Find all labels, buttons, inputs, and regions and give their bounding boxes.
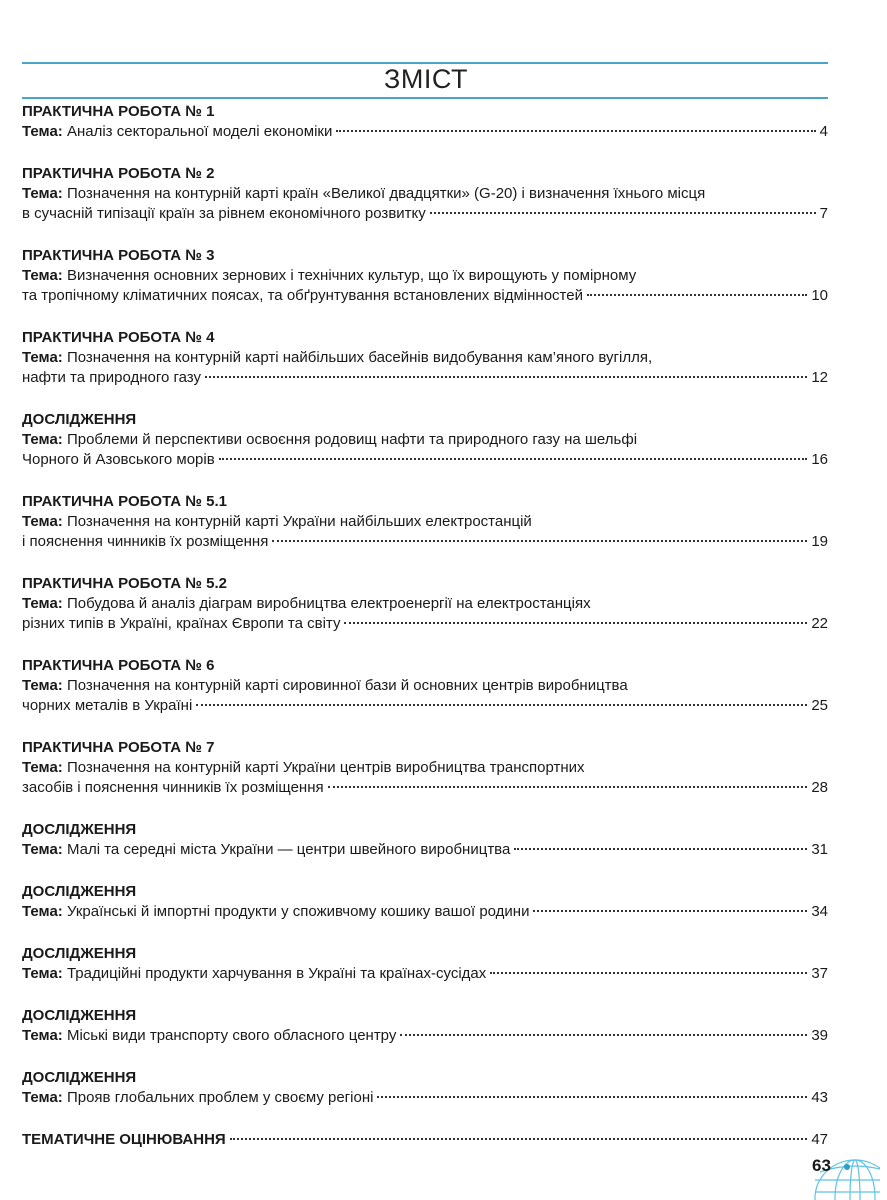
dot-leader <box>377 1096 807 1098</box>
toc-entry-topic-line <box>22 184 828 204</box>
toc-entry-heading: ПРАКТИЧНА РОБОТА № 7 <box>22 739 215 756</box>
toc-entry <box>22 1006 828 1046</box>
toc-entry-topic-text: чорних металів в Україні <box>22 697 193 714</box>
dot-leader <box>514 848 807 850</box>
toc-entry-topic-text: і пояснення чинників їх розміщення <box>22 533 269 550</box>
toc-entry-page-number: 39 <box>811 1027 828 1044</box>
topic-label: Тема: <box>22 431 63 448</box>
toc-entry-topic-text: Аналіз секторальної моделі економіки <box>66 123 333 140</box>
toc-entry-topic-line <box>22 758 828 778</box>
toc-entry-heading: ДОСЛІДЖЕННЯ <box>22 1069 137 1086</box>
toc-entry-text <box>22 368 201 388</box>
toc-entry-topic-line <box>22 676 828 696</box>
dot-leader <box>196 704 807 706</box>
page-number: 63 <box>812 1156 831 1175</box>
toc-entry-last-line <box>22 1088 828 1108</box>
topic-label: Тема: <box>22 965 63 982</box>
toc-entry-last-line <box>22 204 828 224</box>
toc-entry-page-number: 12 <box>811 369 828 386</box>
table-of-contents <box>22 102 828 1150</box>
toc-entry-last-line <box>22 840 828 860</box>
topic-label: Тема: <box>22 267 63 284</box>
toc-entry-heading: ПРАКТИЧНА РОБОТА № 3 <box>22 247 215 264</box>
toc-entry-topic-text: Побудова й аналіз діаграм виробництва електроенергії на електростанціях <box>66 595 591 612</box>
toc-entry-heading: ДОСЛІДЖЕННЯ <box>22 945 137 962</box>
toc-entry-topic-line <box>22 430 828 450</box>
toc-entry-heading: ДОСЛІДЖЕННЯ <box>22 1007 137 1024</box>
toc-entry-heading: ПРАКТИЧНА РОБОТА № 5.2 <box>22 575 228 592</box>
header-rule-bottom <box>22 97 828 99</box>
dot-leader <box>205 376 807 378</box>
toc-entry-last-line <box>22 778 828 798</box>
toc-entry-topic-text: Позначення на контурній карті України найбільших електростанцій <box>66 513 532 530</box>
toc-entry-page-number: 22 <box>811 615 828 632</box>
toc-entry-last-line <box>22 696 828 716</box>
toc-entry-last-line <box>22 1026 828 1046</box>
toc-entry-text <box>22 840 510 860</box>
toc-entry <box>22 1068 828 1108</box>
toc-entry-topic-text: нафти та природного газу <box>22 369 202 386</box>
toc-entry-last-line <box>22 122 828 142</box>
topic-label: Тема: <box>22 841 63 858</box>
toc-entry-page-number: 37 <box>811 965 828 982</box>
toc-entry <box>22 164 828 224</box>
toc-entry-text <box>22 778 324 798</box>
toc-entry-heading: ПРАКТИЧНА РОБОТА № 6 <box>22 657 215 674</box>
toc-entry-heading: ПРАКТИЧНА РОБОТА № 1 <box>22 103 215 120</box>
toc-entry-topic-text: різних типів в Україні, країнах Європи та світу <box>22 615 341 632</box>
toc-entry-page-number: 25 <box>811 697 828 714</box>
toc-entry <box>22 102 828 142</box>
toc-entry-page-number: 43 <box>811 1089 828 1106</box>
toc-entry <box>22 492 828 552</box>
dot-leader <box>230 1138 808 1140</box>
toc-entry-last-line <box>22 450 828 470</box>
dot-leader <box>400 1034 807 1036</box>
toc-entry-page-number: 31 <box>811 841 828 858</box>
toc-entry-topic-text: в сучасній типізації країн за рівнем економічного розвитку <box>22 205 426 222</box>
dot-leader <box>219 458 808 460</box>
topic-label: Тема: <box>22 1027 63 1044</box>
dot-leader <box>272 540 807 542</box>
toc-entry <box>22 246 828 306</box>
toc-entry-text <box>22 532 268 552</box>
topic-label: Тема: <box>22 677 63 694</box>
toc-entry-last-line <box>22 902 828 922</box>
toc-entry-topic-text: та тропічному кліматичних поясах, та обґрунтування встановлених відмінностей <box>22 287 583 304</box>
toc-entry-topic-line <box>22 512 828 532</box>
toc-entry-heading: ПРАКТИЧНА РОБОТА № 5.1 <box>22 493 228 510</box>
toc-entry-heading: ДОСЛІДЖЕННЯ <box>22 411 137 428</box>
toc-final-entry <box>22 1130 828 1150</box>
toc-entry <box>22 410 828 470</box>
toc-entry-text <box>22 902 529 922</box>
toc-entry-topic-text: Визначення основних зернових і технічних культур, що їх вирощують у помірному <box>66 267 637 284</box>
toc-entry-topic-text: Позначення на контурній карті найбільших басейнів видобування кам’яного вугілля, <box>66 349 653 366</box>
toc-entry-text <box>22 1088 373 1108</box>
toc-entry-last-line <box>22 286 828 306</box>
dot-leader <box>533 910 807 912</box>
dot-leader <box>490 972 807 974</box>
topic-label: Тема: <box>22 595 63 612</box>
toc-entry-last-line <box>22 964 828 984</box>
toc-entry-text <box>22 122 332 142</box>
toc-entry-topic-text: Українські й імпортні продукти у споживчому кошику вашої родини <box>66 903 530 920</box>
toc-final-entry-label: ТЕМАТИЧНЕ ОЦІНЮВАННЯ <box>22 1131 226 1148</box>
toc-entry <box>22 944 828 984</box>
topic-label: Тема: <box>22 513 63 530</box>
toc-entry <box>22 328 828 388</box>
toc-entry-page-number: 19 <box>811 533 828 550</box>
toc-entry-page-number: 34 <box>811 903 828 920</box>
toc-entry <box>22 820 828 860</box>
toc-entry-topic-text: Позначення на контурній карті України центрів виробництва транспортних <box>66 759 585 776</box>
toc-final-entry-page-number: 47 <box>811 1131 828 1148</box>
toc-entry <box>22 656 828 716</box>
dot-leader <box>344 622 807 624</box>
toc-entry-topic-text: Позначення на контурній карті сировинної бази й основних центрів виробництва <box>66 677 628 694</box>
toc-entry-last-line <box>22 368 828 388</box>
toc-entry <box>22 574 828 634</box>
toc-entry-heading: ПРАКТИЧНА РОБОТА № 2 <box>22 165 215 182</box>
toc-entry-topic-line <box>22 348 828 368</box>
dot-leader <box>336 130 815 132</box>
toc-entry-last-line <box>22 614 828 634</box>
topic-label: Тема: <box>22 185 63 202</box>
toc-entry-topic-text: Міські види транспорту свого обласного центру <box>66 1027 397 1044</box>
toc-entry-text <box>22 286 583 306</box>
toc-entry-page-number: 28 <box>811 779 828 796</box>
toc-entry-page-number: 16 <box>811 451 828 468</box>
toc-entry-topic-line <box>22 266 828 286</box>
topic-label: Тема: <box>22 759 63 776</box>
page-number-dot <box>844 1164 850 1170</box>
topic-label: Тема: <box>22 123 63 140</box>
topic-label: Тема: <box>22 349 63 366</box>
toc-entry-text <box>22 696 192 716</box>
toc-entry-text <box>22 204 426 224</box>
dot-leader <box>587 294 807 296</box>
toc-entry-heading: ПРАКТИЧНА РОБОТА № 4 <box>22 329 215 346</box>
toc-entry-page-number: 7 <box>819 205 828 222</box>
toc-entry-topic-text: Позначення на контурній карті країн «Великої двадцятки» (G-20) і визначення їхнього місця <box>66 185 706 202</box>
toc-entry-text <box>22 614 340 634</box>
toc-entry-heading: ДОСЛІДЖЕННЯ <box>22 883 137 900</box>
toc-entry-text <box>22 1026 396 1046</box>
toc-entry <box>22 882 828 922</box>
toc-entry-last-line <box>22 532 828 552</box>
toc-entry-heading: ДОСЛІДЖЕННЯ <box>22 821 137 838</box>
topic-label: Тема: <box>22 1089 63 1106</box>
toc-entry-topic-text: Чорного й Азовського морів <box>22 451 215 468</box>
toc-entry-text <box>22 450 215 470</box>
dot-leader <box>430 212 816 214</box>
toc-entry <box>22 738 828 798</box>
topic-label: Тема: <box>22 903 63 920</box>
toc-entry-topic-text: засобів і пояснення чинників їх розміщення <box>22 779 324 796</box>
toc-entry-page-number: 10 <box>811 287 828 304</box>
toc-entry-topic-text: Малі та середні міста України — центри швейного виробництва <box>66 841 511 858</box>
toc-entry-text <box>22 964 486 984</box>
toc-entry-topic-text: Традиційні продукти харчування в Україні та країнах-сусідах <box>66 965 487 982</box>
page-title: ЗМІСТ <box>384 64 468 94</box>
toc-entry-topic-text: Прояв глобальних проблем у своєму регіоні <box>66 1089 374 1106</box>
toc-entry-topic-text: Проблеми й перспективи освоєння родовищ нафти та природного газу на шельфі <box>66 431 638 448</box>
toc-entry-topic-line <box>22 594 828 614</box>
toc-entry-page-number: 4 <box>819 123 828 140</box>
dot-leader <box>328 786 808 788</box>
